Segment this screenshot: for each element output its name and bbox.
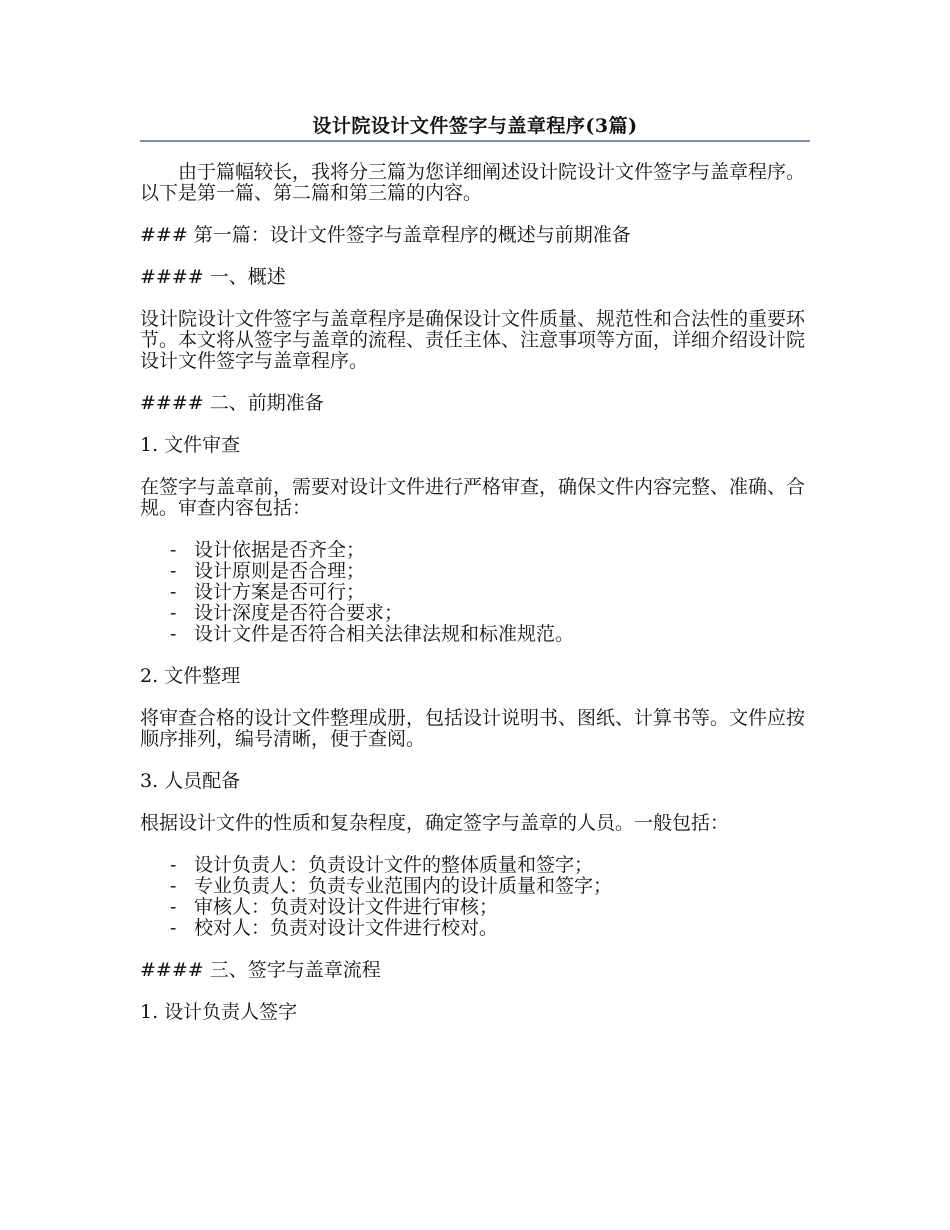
section1-heading: #### 一、概述 [140, 266, 286, 288]
document-body [140, 162, 810, 1044]
list-item-text: 设计原则是否合理； [194, 560, 366, 582]
section3-heading: #### 三、签字与盖章流程 [140, 959, 381, 981]
intro-paragraph: 由于篇幅较长，我将分三篇为您详细阐述设计院设计文件签字与盖章程序。以下是第一篇、第二篇和第三篇的内容。 [140, 161, 806, 204]
item3-paragraph: 根据设计文件的性质和复杂程度，确定签字与盖章的人员。一般包括： [140, 812, 730, 834]
personnel-list [140, 855, 810, 939]
list-dash: - [170, 581, 177, 603]
list-item [170, 897, 810, 918]
item2-heading: 2. 文件整理 [140, 665, 241, 687]
list-item-text: 审核人：负责对设计文件进行审核； [194, 896, 499, 918]
item1-heading: 1. 文件审查 [140, 434, 241, 456]
item1-paragraph: 在签字与盖章前，需要对设计文件进行严格审查，确保文件内容完整、准确、合规。审查内容包括： [140, 476, 806, 519]
list-item [170, 561, 810, 582]
list-dash: - [170, 896, 177, 918]
step1-heading: 1. 设计负责人签字 [140, 1001, 298, 1023]
list-item [170, 855, 810, 876]
list-item-text: 设计负责人：负责设计文件的整体质量和签字； [194, 854, 594, 876]
list-item [170, 918, 810, 939]
list-item [170, 582, 810, 603]
document-title: 设计院设计文件签字与盖章程序(3篇) [312, 115, 638, 137]
item3-heading: 3. 人员配备 [140, 770, 241, 792]
list-dash: - [170, 854, 177, 876]
list-item [170, 603, 810, 624]
title-underline [140, 140, 810, 142]
list-dash: - [170, 623, 177, 645]
list-item-text: 设计深度是否符合要求； [194, 602, 404, 624]
list-item-text: 设计方案是否可行； [194, 581, 366, 603]
list-dash: - [170, 917, 177, 939]
section1-paragraph: 设计院设计文件签字与盖章程序是确保设计文件质量、规范性和合法性的重要环节。本文将从签字与盖章的流程、责任主体、注意事项等方面，详细介绍设计院设计文件签字与盖章程序。 [140, 308, 806, 372]
list-dash: - [170, 560, 177, 582]
list-item [170, 540, 810, 561]
list-item [170, 624, 810, 645]
list-dash: - [170, 602, 177, 624]
list-item-text: 专业负责人：负责专业范围内的设计质量和签字； [194, 875, 613, 897]
list-item-text: 设计依据是否齐全； [194, 539, 366, 561]
list-item-text: 校对人：负责对设计文件进行校对。 [194, 917, 499, 939]
list-item [170, 876, 810, 897]
list-dash: - [170, 875, 177, 897]
section2-heading: #### 二、前期准备 [140, 392, 324, 414]
part1-heading: ### 第一篇：设计文件签字与盖章程序的概述与前期准备 [140, 224, 631, 246]
list-dash: - [170, 539, 177, 561]
item2-paragraph: 将审查合格的设计文件整理成册，包括设计说明书、图纸、计算书等。文件应按顺序排列，编号清晰，便于查阅。 [140, 707, 806, 750]
review-list [140, 540, 810, 645]
list-item-text: 设计文件是否符合相关法律法规和标准规范。 [194, 623, 575, 645]
